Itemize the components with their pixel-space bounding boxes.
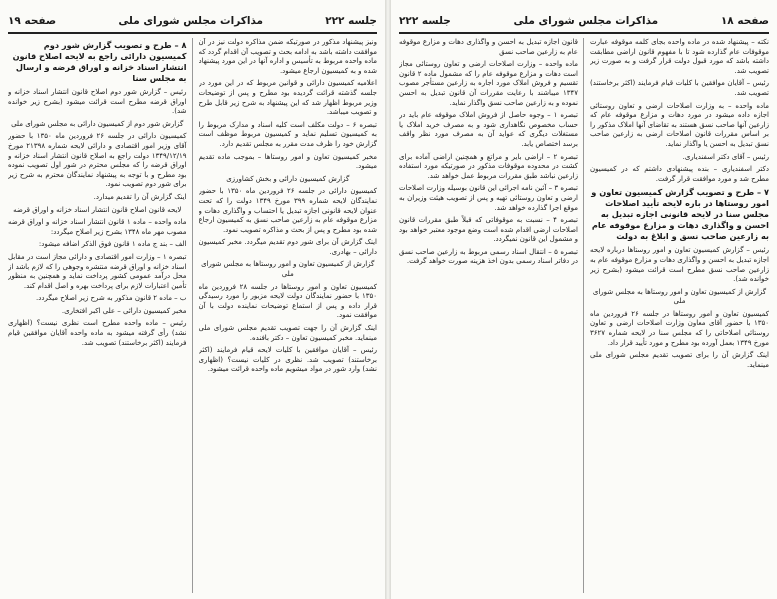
right-page-right-col-paragraph: دکتر اسفندیاری – بنده پیشنهادی داشتم که در کمیسیون مطرح شد و مورد موافقت قرار گرفت. xyxy=(590,165,769,183)
right-page-right-col-paragraph: اینک گزارش آن را برای تصویب تقدیم مجلس شورای ملی مینماید. xyxy=(590,351,769,369)
left-page-left-col-paragraph: کمیسیون دارائی در جلسه ۲۶ فروردین ماه ۱۳۵۰ با حضور آقای وزیر امور اقتصادی و دارائی لایحه شماره ۲۱۳۹۸ مورخ ۱۳۴۹/۱۲/۱۹ دولت راجع به اصلاح قانون انتشار اسناد خزانه و اوراق قرضه را که مجلس محترم در شور اول تصویب نموده بود مطرح و با توجه به پیشنهاد نمایندگان محترم به شرح زیر برای شور دوم تصویب نمود. xyxy=(8,132,187,189)
left-page-right-col-paragraph: کمیسیون دارائی در جلسه ۲۶ فروردین ماه ۱۳۵۰ با حضور نمایندگان لایحه شماره ۳۹۹ مورخ ۱۳۴۹ دولت را که تحت عنوان لایحه قانونی اجازه تبدیل یا احتساب و واگذاری دهات و مزارع موقوفه عام به زارعین صاحب نسق به کمیسیون ارجاع شده بود مطرح و پس از بحث و مذاکره تصویب نمود. xyxy=(198,187,377,234)
left-page-right-col-report-title: گزارش از کمیسیون تعاون و امور روستاها به مجلس شورای ملی xyxy=(201,260,375,279)
right-page-right-col-paragraph: رئیس – آقایان موافقین با کلیات قیام فرمایند (اکثر برخاستند) تصویب شد. xyxy=(590,79,769,97)
right-page-right-col-paragraph: ماده واحده – به وزارت اصلاحات ارضی و تعاون روستائی اجازه داده میشود در مورد دهات و مزارع موقوفه عام که زارعین آنها صاحب نسق هستند به تقاضای آنها املاک مذکور را بر اساس مقررات قانون اصلاحات ارضی به زارعین صاحب نسق تبدیل به احسن یا واگذار نماید. xyxy=(590,101,769,148)
left-page-columns xyxy=(8,38,377,593)
right-page-session: جلسه ٢٢٢ xyxy=(399,15,451,27)
left-page-right-col-paragraph: تبصره ۶ – دولت مکلف است کلیه اسناد و مدارک مربوط را به کمیسیون تسلیم نماید و کمیسیون مربوط موظف است گزارش خود را ظرف مدت مقرر به مجلس تقدیم دارد. xyxy=(198,120,377,148)
left-page-left-col-report-title: گزارش شور دوم از کمیسیون دارائی به مجلس شورای ملی xyxy=(11,119,184,128)
left-page-left-col-report-title: لایحه قانون اصلاح قانون انتشار اسناد خزانه و اوراق قرضه xyxy=(13,205,182,214)
right-page-columns xyxy=(399,38,769,593)
right-page-journal-title: مذاکرات مجلس شورای ملی xyxy=(513,15,659,27)
right-page-left-column xyxy=(399,38,584,593)
right-page-left-col-paragraph: ماده واحده – وزارت اصلاحات ارضی و تعاون روستائی مجاز است دهات و مزارع موقوفه عام را که مشمول ماده ۲ قانون تقسیم و فروش املاک مورد اجاره به زارعین مستأجر مصوب ۱۳۴۷ میباشند با رعایت مقررات آن قانون تبدیل به احسن نموده و به زارعین صاحب نسق واگذار نماید. xyxy=(399,60,578,107)
left-page-right-col-report-title: گزارش کمیسیون دارائی و بخش کشاورزی xyxy=(226,174,350,183)
left-page-left-column xyxy=(8,38,193,593)
left-page-left-col-paragraph: اینک گزارش آن را تقدیم میدارد. xyxy=(93,192,187,201)
left-page-right-col-paragraph: ونیز پیشنهاد مذکور در صورتیکه ضمن مذاکره دولت نیز در آن موافقت داشته باشد به ادامه بحث و تصویب آن اقدام گردد که ماده واحده مربوط به تأسیس و اداره آنها در این مورد پیشنهاد شده و به کمیسیون ارجاع میشود. xyxy=(198,38,377,75)
left-page-left-col-paragraph: مخبر کمیسیون دارائی – علی اکبر افتخاری. xyxy=(61,306,187,315)
left-page-left-col-section-heading: ۸ – طرح و تصویب گزارش شور دوم کمیسیون دارائی راجع به لایحه اصلاح قانون انتشار اسناد خزانه و اوراق قرضه و ارسال به مجلس سنا xyxy=(12,40,187,83)
right-page-left-col-paragraph: قانون اجازه تبدیل به احسن و واگذاری دهات و مزارع موقوفه عام به زارعین صاحب نسق xyxy=(399,38,578,56)
right-page xyxy=(391,0,777,599)
left-page-right-col-paragraph: مخبر کمیسیون تعاون و امور روستاها – بموجب ماده تقدیم میشود. xyxy=(198,152,377,171)
right-page-right-col-report-title: گزارش از کمیسیون تعاون و امور روستاها به مجلس شورای ملی xyxy=(592,287,767,306)
left-page-journal-title: مذاکرات مجلس شورای ملی xyxy=(118,15,264,27)
right-page-left-col-paragraph: تبصره ۵ – انتقال اسناد رسمی مربوط به زارعین صاحب نسق در دفاتر اسناد رسمی بدون اخذ هزینه صورت خواهد گرفت. xyxy=(399,247,578,266)
right-page-left-col-paragraph: تبصره ۲ – اراضی بایر و مراتع و همچنین اراضی آماده برای کشت در محدوده موقوفات مذکور در صورتیکه مورد استفاده زارعین نباشد طبق مقررات مربوط عمل خواهد شد. xyxy=(399,152,578,180)
right-page-right-column xyxy=(590,38,769,593)
left-page-session: جلسه ٢٢٢ xyxy=(325,15,377,27)
left-page-number: صفحه ١٩ xyxy=(8,15,57,27)
left-page-left-col-paragraph: ماده واحده – ماده ۱ قانون انتشار اسناد خزانه و اوراق قرضه مصوب مهر ماه ۱۳۴۸ بشرح زیر اصلاح میگردد: xyxy=(8,218,187,236)
left-page-left-col-paragraph: تبصره ۱ – وزارت امور اقتصادی و دارائی مجاز است در مقابل اسناد خزانه و اوراق قرضه منتشره وجوهی را که لازم باشد از محل درآمد عمومی کشور پرداخت نماید و همچنین به منظور تأمین اعتبارات لازم برای پرداخت بهره و اصل اقدام کند. xyxy=(8,252,187,290)
left-page-right-col-paragraph: اینک گزارش آن برای شور دوم تقدیم میگردد. مخبر کمیسیون دارائی – بهادری. xyxy=(198,238,377,256)
left-page-left-col-paragraph: رئیس – ماده واحده مطرح است نظری نیست؟ (اظهاری نشد) رأی گرفته میشود به ماده واحده آقایان موافقین قیام فرمایند (اکثر برخاستند) تصویب شد. xyxy=(8,319,187,347)
left-page xyxy=(0,0,385,599)
right-page-left-col-paragraph: تبصره ۳ – آئین نامه اجرائی این قانون بوسیله وزارت اصلاحات ارضی و تعاون روستائی تهیه و پس از تصویب هیئت وزیران به موقع اجرا گذارده خواهد شد. xyxy=(399,184,578,212)
right-page-left-col-paragraph: تبصره ۴ – نسبت به موقوفاتی که قبلاً طبق مقررات قانون اصلاحات ارضی اقدام شده است وضع موجود معتبر خواهد بود و مشمول این قانون نمیگردد. xyxy=(399,216,578,244)
left-page-header xyxy=(8,10,377,34)
left-page-left-col-paragraph: رئیس – گزارش شور دوم اصلاح قانون انتشار اسناد خزانه و اوراق قرضه مطرح است قرائت میشود (بشرح زیر خوانده شد). xyxy=(8,88,187,116)
left-page-right-column xyxy=(199,38,378,593)
right-page-right-col-paragraph: نکته – پیشنهاد شده در ماده واحده بجای کلمه موقوفه عبارت موقوفات عام گذارده شود تا با مفهوم قانون اراضی مطابقت داشته باشد که مورد قبول دولت قرار گرفت و به صورت زیر تصویب شد. xyxy=(590,38,769,75)
left-page-right-col-paragraph: اینک گزارش آن را جهت تصویب تقدیم مجلس شورای ملی مینماید. مخبر کمیسیون تعاون – دکتر بافنده. xyxy=(198,324,377,342)
left-page-right-col-paragraph: رئیس – آقایان موافقین با کلیات لایحه قیام فرمایند (اکثر برخاستند) تصویب شد. نظری در کلیات نیست؟ (اظهاری نشد) وارد شور در مواد میشویم ماده واحده قرائت میشود. xyxy=(198,346,377,374)
left-page-left-col-paragraph: ب – ماده ۲ قانون مذکور به شرح زیر اصلاح میگردد. xyxy=(36,294,187,303)
right-page-right-col-paragraph: رئیس – آقای دکتر اسفندیاری. xyxy=(682,152,769,161)
right-page-left-col-paragraph: تبصره ۱ – وجوه حاصل از فروش املاک موقوفه عام باید در حساب مخصوص نگاهداری شود و به مصرف خرید املاک یا مستغلات دیگری که عواید آن به مصرف مورد نظر واقف برسد اختصاص یابد. xyxy=(399,111,578,148)
left-page-left-col-paragraph: الف – بند ج ماده ۱ قانون فوق الذکر اضافه میشود: xyxy=(38,240,187,249)
left-page-right-col-paragraph: اعلامیه کمیسیون دارائی و قوانین مربوط که در این مورد در جلسه گذشته قرائت گردیده بود مطرح و پس از توضیحات وزیر مربوط اظهار شد که این پیشنهاد به شرح زیر قابل طرح و تصویب میباشد. xyxy=(198,79,377,117)
right-page-number: صفحه ١٨ xyxy=(720,15,769,27)
right-page-right-col-paragraph: کمیسیون تعاون و امور روستاها در جلسه ۲۶ فروردین ماه ۱۳۵۰ با حضور آقای معاون وزارت اصلاحات ارضی و تعاون روستائی اصلاحاتی را که مجلس سنا در لایحه شماره ۳۶۲۷ مورخ ۱۳۴۹ بعمل آورده بود مطرح و مورد تأیید قرار داد. xyxy=(590,309,769,347)
right-page-header xyxy=(399,10,769,34)
left-page-right-col-paragraph: کمیسیون تعاون و امور روستاها در جلسه ۲۸ فروردین ماه ۱۳۵۰ با حضور نمایندگان دولت لایحه مزبور را مورد رسیدگی قرار داده و پس از استماع توضیحات نماینده دولت با آن موافقت نمود. xyxy=(198,282,377,320)
right-page-right-col-section-heading: ۷ – طرح و تصویب گزارش کمیسیون تعاون و امور روستاها در باره لایحه تأیید اصلاحات مجلس سنا در لایحه قانونی اجازه تبدیل به احسن و واگذاری دهات و مزارع موقوفه عام به زارعین صاحب نسق و ابلاغ به دولت xyxy=(591,187,769,242)
right-page-right-col-paragraph: رئیس – گزارش کمیسیون تعاون و امور روستاها درباره لایحه اجازه تبدیل به احسن و واگذاری دهات و مزارع موقوفه عام به زارعین صاحب نسق مطرح است قرائت میشود (بشرح زیر خوانده شد). xyxy=(590,246,769,284)
